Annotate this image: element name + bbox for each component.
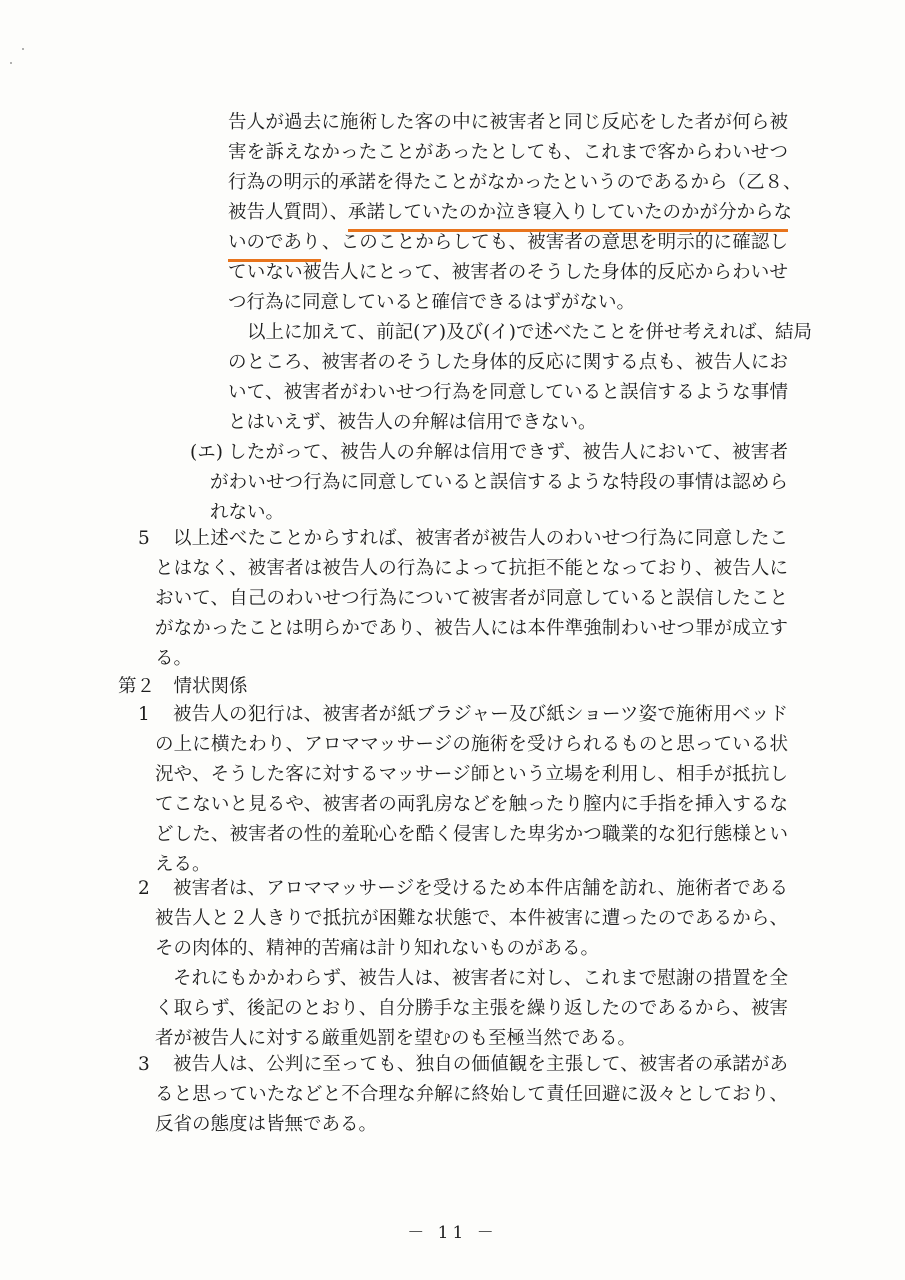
text-line: 告人が過去に施術した客の中に被害者と同じ反応をした者が何ら被 [228,112,788,133]
text-line: 以上述べたことからすれば、被害者が被告人のわいせつ行為に同意したこ [173,528,788,549]
item-marker: 5 [138,528,150,549]
text-line: 反省の態度は皆無である。 [155,1114,378,1135]
text-line: 況や、そうした客に対するマッサージ師という立場を利用し、相手が抵抗し [155,764,788,785]
text-line: れない。 [210,502,285,523]
text-line: 、このことからしても、被害者の意思を明示的に確認し [322,232,788,253]
item-marker: (エ) [190,442,223,463]
text-line: おいて、自己のわいせつ行為について被害者が同意していると誤信したこと [155,588,788,609]
text-line: 第２ 情状関係 [118,676,248,697]
text-line: 被告人質問）、 [228,202,349,223]
text-line: 以上に加えて、前記(ア)及び(イ)で述べたことを併せ考えれば、結局 [247,322,813,343]
text-line: く取らず、後記のとおり、自分勝手な主張を繰り返したのであるから、被害 [155,998,788,1019]
text-line: ていない被告人にとって、被害者のそうした身体的反応からわいせ [228,262,788,283]
text-line: がわいせつ行為に同意していると誤信するような特段の事情は認めら [210,472,788,493]
text-line: ると思っていたなどと不合理な弁解に終始して責任回避に汲々としており、 [155,1084,788,1105]
item-marker: 2 [138,878,150,899]
text-line: どした、被害者の性的羞恥心を酷く侵害した卑劣かつ職業的な犯行態様とい [155,824,788,845]
text-line: がなかったことは明らかであり、被告人には本件準強制わいせつ罪が成立す [155,618,788,639]
text-line: 被害者は、アロママッサージを受けるため本件店舗を訪れ、施術者である [173,878,788,899]
text-line: つ行為に同意していると確信できるはずがない。 [228,292,636,313]
page-number: － 11 － [407,1223,498,1243]
text-line: 被告人は、公判に至っても、独自の価値観を主張して、被害者の承諾があ [173,1054,788,1075]
text-line: 害を訴えなかったことがあったとしても、これまで客からわいせつ [228,142,788,163]
text-line: 被告人と２人きりで抵抗が困難な状態で、本件被害に遭ったのであるから、 [155,908,788,929]
scan-speck [22,48,24,50]
text-line: いて、被害者がわいせつ行為を同意していると誤信するような事情 [228,382,788,403]
text-line: したがって、被告人の弁解は信用できず、被告人において、被害者 [228,442,788,463]
text-line: のところ、被害者のそうした身体的反応に関する点も、被告人にお [228,352,788,373]
item-marker: 3 [138,1054,150,1075]
text-line: てこないと見るや、被害者の両乳房などを触ったり膣内に手指を挿入するな [155,794,788,815]
text-line: 者が被告人に対する厳重処罰を望むのも至極当然である。 [155,1028,637,1049]
text-line: 行為の明示的承諾を得たことがなかったというのであるから（乙８、 [228,172,802,193]
text-line: る。 [155,648,193,669]
text-line: の上に横たわり、アロママッサージの施術を受けられるものと思っている状 [155,734,788,755]
text-line: いのであり [228,228,321,262]
item-marker: 1 [138,704,150,725]
scan-speck [10,62,12,64]
text-line: その肉体的、精神的苦痛は計り知れないものがある。 [155,938,600,959]
text-line: とはいえず、被告人の弁解は信用できない。 [228,412,597,433]
text-line: える。 [155,854,211,875]
text-line: 被告人の犯行は、被害者が紙ブラジャー及び紙ショーツ姿で施術用ベッド [173,704,788,725]
text-line: それにもかかわらず、被告人は、被害者に対し、これまで慰謝の措置を全 [173,968,788,989]
text-line: 承諾していたのか泣き寝入りしていたのかが分からな [348,198,788,232]
text-line: とはなく、被害者は被告人の行為によって抗拒不能となっており、被告人に [155,558,788,579]
